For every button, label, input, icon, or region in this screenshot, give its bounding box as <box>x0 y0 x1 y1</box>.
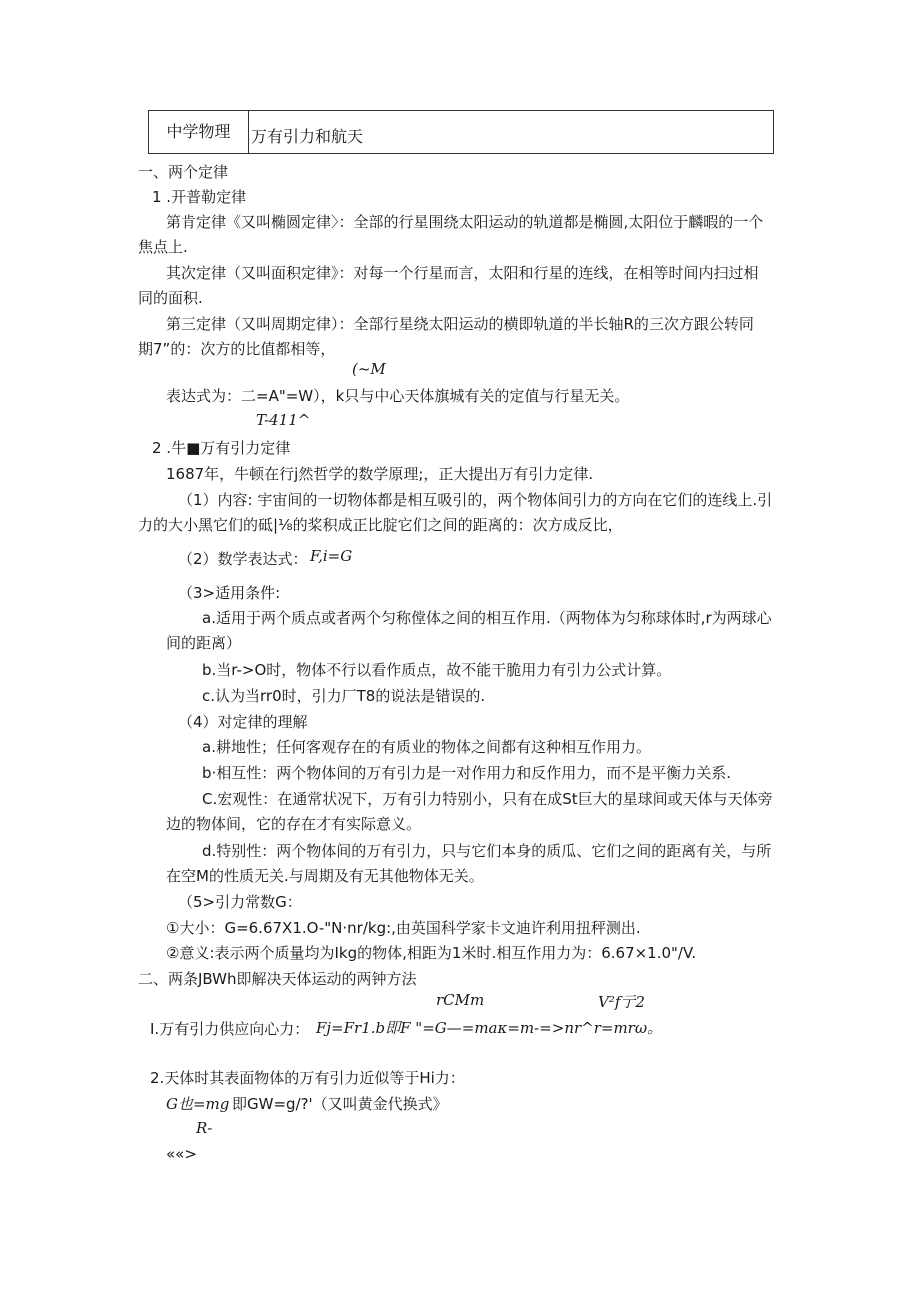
condition-a-line1: a.适用于两个质点或者两个匀称㑽体之间的相互作用.（两物体为匀称球体时,r为两球心 <box>202 609 772 627</box>
condition-c: c.认为当rr0时，引力厂T8的说法是错误的. <box>202 687 486 705</box>
understanding-c-line1: C.宏观性：在通常状况下，万有引力特别小，只有在成St巨大的星球间或天体与天体旁 <box>202 790 773 808</box>
method1-label: I.万有引力供应向心力： <box>150 1020 310 1038</box>
understanding-a: a.耕地性；任何客观存在的有质业的物体之间都有这种相互作用力。 <box>202 738 651 756</box>
understanding-heading: （4）对定律的理解 <box>178 713 308 731</box>
formula-fragment-v2: V²f亍2 <box>598 993 645 1011</box>
math-expression-label: （2）数学表达式： <box>178 550 308 568</box>
formula-fragment-cmm: rCMm <box>436 991 485 1009</box>
kepler-law2-line2: 同的面积. <box>138 289 203 307</box>
content-line2: 力的大小黑它们的砥|⅛的桨积成正比腚它们之间的距离的：次方成反比， <box>138 516 623 534</box>
content-line1: （1）内容: 宇宙间的一切物体都是相互吸引的，两个物体间引力的方向在它们的连线上.引 <box>178 491 773 509</box>
newton-heading: 2 .牛■万有引力定律 <box>152 439 291 457</box>
math-expression-formula: F,i=G <box>310 547 353 565</box>
condition-b: b.当r->O时，物体不行以看作质点，故不能干脆用力有引力公式计算。 <box>202 661 672 679</box>
kepler-law3-line2: 期7”的：次方的比值都相等， <box>138 340 336 358</box>
golden-formula: G也=mg <box>166 1095 230 1113</box>
kepler-law1-line2: 焦点上. <box>138 238 188 256</box>
formula-fragment-t: T-411^ <box>256 411 311 429</box>
section-1-title: 一、两个定律 <box>138 163 229 181</box>
header-subject: 中学物理 <box>149 111 249 153</box>
understanding-d-line1: d.特别性：两个物体间的万有引力，只与它们本身的质瓜、它们之间的距离有关，与所 <box>202 842 772 860</box>
newton-1687: 1687年，牛顿在行j然哲学的数学原理;，正大提出万有引力定律. <box>166 465 594 483</box>
header-topic: 万有引力和航天 <box>251 127 364 146</box>
formula-fragment-m: (~M <box>352 360 386 378</box>
kepler-expression: 表达式为：二=A"=W），k只与中心天体旗城有关的定值与行星无关。 <box>166 387 630 405</box>
method2-text: 2.天体时其表面物体的万有引力近似等于Hi力： <box>150 1069 465 1087</box>
understanding-b: b·相互性：两个物体间的万有引力是一对作用力和反作用力，而不是平衡力关系. <box>202 764 732 782</box>
gravity-constant-heading: （5>引力常数G： <box>178 893 302 911</box>
header-table <box>148 110 774 154</box>
understanding-c-line2: 边的物体间，它的存在才有实际意义。 <box>166 815 422 833</box>
golden-formula-rest: 即GW=g/?'（又叫黄金代换式》 <box>232 1095 448 1113</box>
kepler-heading: 1 .开普勒定律 <box>152 188 247 206</box>
trailing-fragment: ««> <box>166 1145 197 1163</box>
gravity-constant-size: ①大小：G=6.67X1.O-"N·nr/kg:,由英国科学家卡文迪许利用扭秤测出. <box>166 919 641 937</box>
method1-formula: Fj=Fr1.b即F "=G—=maκ=m-=>nr^r=mrω。 <box>316 1019 663 1037</box>
kepler-law3-line1: 第三定律（又叫周期定律）：全部行星绕太阳运动的横即轨道的半长轴R的三次方跟公转同 <box>166 315 754 333</box>
section-2-title: 二、两条JBWh即解决天体运动的两钟方法 <box>138 970 417 988</box>
formula-fragment-r: R- <box>196 1119 213 1137</box>
kepler-law1-line1: 第肯定律《又叫椭圆定律〉：全部的行星围绕太阳运动的轨道都是椭圆,太阳位于麟暇的一个 <box>166 213 764 231</box>
understanding-d-line2: 在空M的性质无关.与周期及有无其他物体无关。 <box>166 867 484 885</box>
kepler-law2-line1: 其次定律（又叫面积定律》：对每一个行星而言，太阳和行星的连线，在相等时间内扫过相 <box>166 264 759 282</box>
gravity-constant-meaning: ②意义:表示两个质量均为Ikg的物体,相距为1米时.相互作用力为：6.67×1.0"/V. <box>166 944 697 962</box>
condition-a-line2: 间的距离） <box>166 634 242 652</box>
conditions-heading: （3>适用条件: <box>178 584 281 602</box>
